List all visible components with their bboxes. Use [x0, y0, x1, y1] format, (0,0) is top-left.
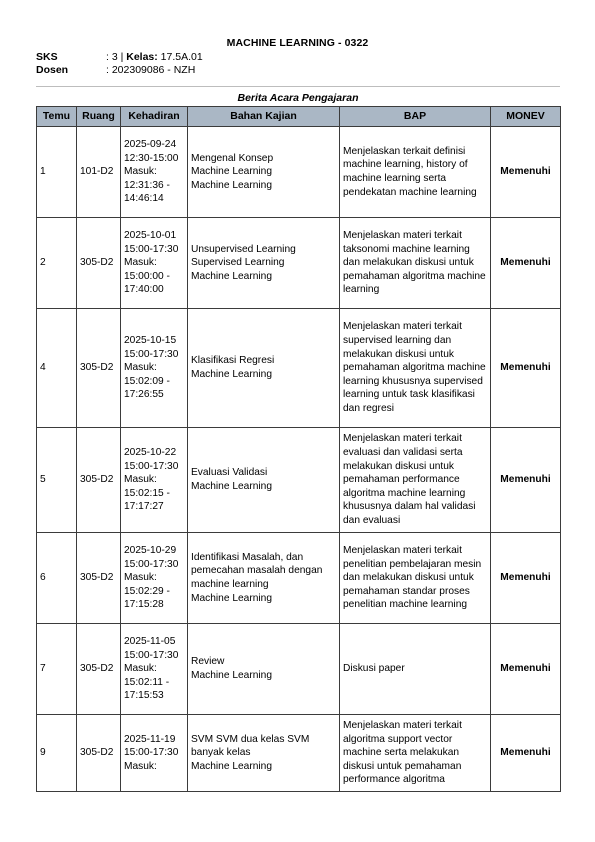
bahan-kajian-item: Evaluasi Validasi [191, 467, 268, 479]
col-header-ruang: Ruang [77, 107, 121, 127]
cell-kehadiran: 2025-09-24 12:30-15:00 Masuk: 12:31:36 - 14:46:14 [121, 127, 188, 218]
cell-ruang: 305-D2 [77, 624, 121, 715]
cell-bap: Menjelaskan materi terkait supervised learning dan melakukan diskusi untuk pemahaman algoritma machine learning khususnya supervised learning untuk task klasifikasi dan regresi [340, 309, 491, 428]
table-row [37, 715, 561, 792]
sks-value [106, 51, 203, 63]
cell-monev: Memenuhi [491, 624, 561, 715]
header-divider [36, 86, 560, 87]
kelas-label: Kelas: [126, 51, 158, 63]
cell-bahan-kajian [188, 428, 340, 533]
cell-bap: Menjelaskan terkait definisi machine learning, history of machine learning serta pendekatan machine learning [340, 127, 491, 218]
cell-bap: Menjelaskan materi terkait evaluasi dan validasi serta melakukan diskusi untuk pemahaman performance algoritma machine learning khususnya dalam hal validasi dan evaluasi [340, 428, 491, 533]
cell-bap: Menjelaskan materi terkait algoritma support vector machine serta melakukan diskusi untuk pemahaman performance algoritma [340, 715, 491, 792]
dosen-value: : 202309086 - NZH [106, 64, 196, 76]
bahan-kajian-item: Klasifikasi Regresi [191, 355, 275, 367]
cell-monev: Memenuhi [491, 533, 561, 624]
bahan-kajian-item: Review [191, 656, 225, 668]
course-title: MACHINE LEARNING - 0322 [226, 37, 369, 49]
col-header-bahan-kajian: Bahan Kajian [188, 107, 340, 127]
bahan-kajian-item: Machine Learning [191, 481, 272, 492]
col-header-temu: Temu [37, 107, 77, 127]
cell-ruang: 305-D2 [77, 715, 121, 792]
cell-temu: 1 [37, 127, 77, 218]
dosen-label: Dosen [36, 64, 69, 76]
cell-temu: 7 [37, 624, 77, 715]
cell-bahan-kajian [188, 715, 340, 792]
table-row [37, 428, 561, 533]
table-row [37, 218, 561, 309]
cell-monev: Memenuhi [491, 715, 561, 792]
table-header-row [37, 107, 561, 127]
cell-monev: Memenuhi [491, 428, 561, 533]
cell-kehadiran: 2025-11-19 15:00-17:30 Masuk: [121, 715, 188, 792]
cell-kehadiran: 2025-10-29 15:00-17:30 Masuk: 15:02:29 - 17:15:28 [121, 533, 188, 624]
cell-kehadiran: 2025-10-01 15:00-17:30 Masuk: 15:00:00 - 17:40:00 [121, 218, 188, 309]
cell-kehadiran: 2025-10-15 15:00-17:30 Masuk: 15:02:09 - 17:26:55 [121, 309, 188, 428]
bahan-kajian-item: SVM SVM dua kelas SVM banyak kelas [191, 733, 310, 759]
cell-ruang: 101-D2 [77, 127, 121, 218]
bahan-kajian-item: Supervised Learning [191, 257, 285, 269]
sks-line [36, 51, 203, 64]
cell-bahan-kajian [188, 533, 340, 624]
cell-ruang: 305-D2 [77, 218, 121, 309]
cell-kehadiran: 2025-11-05 15:00-17:30 Masuk: 15:02:11 - 17:15:53 [121, 624, 188, 715]
table-title: Berita Acara Pengajaran [237, 92, 359, 104]
bahan-kajian-item: Machine Learning [191, 670, 272, 681]
bahan-kajian-item: Machine Learning [191, 369, 272, 380]
cell-bahan-kajian [188, 624, 340, 715]
col-header-monev: MONEV [491, 107, 561, 127]
cell-temu: 6 [37, 533, 77, 624]
sks-number: : 3 | [106, 51, 127, 63]
cell-kehadiran: 2025-10-22 15:00-17:30 Masuk: 15:02:15 - 17:17:27 [121, 428, 188, 533]
table-row [37, 533, 561, 624]
table-row [37, 309, 561, 428]
col-header-kehadiran: Kehadiran [121, 107, 188, 127]
cell-bap: Menjelaskan materi terkait penelitian pembelajaran mesin dan melakukan diskusi untuk pemahaman standar proses penelitian machine learning [340, 533, 491, 624]
cell-bahan-kajian [188, 218, 340, 309]
cell-ruang: 305-D2 [77, 428, 121, 533]
bahan-kajian-item: Unsupervised Learning [191, 243, 296, 255]
cell-bahan-kajian [188, 127, 340, 218]
cell-ruang: 305-D2 [77, 309, 121, 428]
col-header-bap: BAP [340, 107, 491, 127]
berita-acara-table [36, 106, 561, 792]
kelas-value: 17.5A.01 [157, 51, 203, 63]
bahan-kajian-item: Machine Learning [191, 592, 272, 604]
cell-bap: Menjelaskan materi terkait taksonomi machine learning dan melakukan diskusi untuk pemahaman algoritma machine learning [340, 218, 491, 309]
table-row [37, 624, 561, 715]
bahan-kajian-item: Mengenal Konsep [191, 152, 274, 164]
cell-temu: 4 [37, 309, 77, 428]
cell-monev: Memenuhi [491, 127, 561, 218]
cell-temu: 5 [37, 428, 77, 533]
bahan-kajian-item: Machine Learning [191, 179, 272, 191]
dosen-line [36, 64, 195, 77]
cell-bap: Diskusi paper [340, 624, 491, 715]
bahan-kajian-item: Identifikasi Masalah, dan pemecahan masalah dengan machine learning [191, 551, 323, 590]
bahan-kajian-item: Machine Learning [191, 166, 272, 178]
cell-monev: Memenuhi [491, 309, 561, 428]
bahan-kajian-item: Machine Learning [191, 760, 272, 772]
cell-temu: 9 [37, 715, 77, 792]
table-row [37, 127, 561, 218]
cell-ruang: 305-D2 [77, 533, 121, 624]
sks-label: SKS [36, 51, 58, 63]
cell-bahan-kajian [188, 309, 340, 428]
cell-temu: 2 [37, 218, 77, 309]
bahan-kajian-item: Machine Learning [191, 270, 272, 282]
cell-monev: Memenuhi [491, 218, 561, 309]
